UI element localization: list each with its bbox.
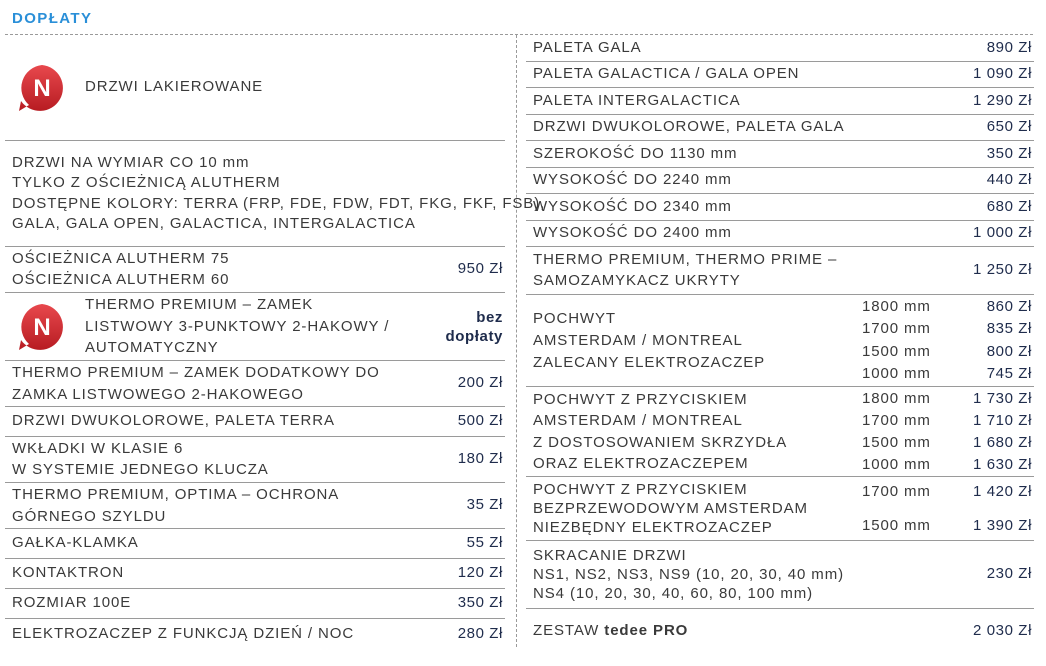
handle-price: 1 730 Zł: [973, 389, 1032, 407]
surcharge-row: [5, 437, 505, 483]
handle-prices: [958, 296, 1034, 386]
surcharge-row: [5, 559, 505, 589]
surcharge-label: [5, 624, 458, 645]
handle-sizes: [862, 475, 958, 543]
svg-text:N: N: [33, 74, 51, 102]
handle-group: [526, 295, 1034, 387]
surcharge-line: GÓRNEGO SZYLDU: [12, 507, 167, 525]
handle-group: [526, 477, 1034, 541]
tedee-brand: tedee PRO: [604, 621, 689, 639]
option-label: PALETA INTERGALACTICA: [533, 91, 741, 109]
handle-line: POCHWYT: [533, 309, 616, 327]
option-label: SZEROKOŚĆ DO 1130 mm: [533, 144, 738, 162]
door-closer-line: THERMO PREMIUM, THERMO PRIME –: [533, 251, 838, 268]
surcharge-line: ROZMIAR 100E: [12, 594, 132, 612]
lock-row: [5, 293, 505, 361]
handle-size: 1500 mm: [862, 516, 931, 534]
surcharge-price: 180 Zł: [457, 450, 503, 468]
lock-price: [445, 308, 505, 346]
handle-price: 1 420 Zł: [973, 482, 1032, 500]
page-title: DOPŁATY: [12, 10, 93, 27]
option-price: 350 Zł: [986, 144, 1032, 162]
surcharge-price: 35 Zł: [466, 496, 503, 514]
surcharge-line: GAŁKA-KLAMKA: [12, 534, 139, 552]
info-line: GALA, GALA OPEN, GALACTICA, INTERGALACTICA: [12, 214, 416, 232]
frame-label: [5, 249, 458, 290]
lock-line: AUTOMATYCZNY: [85, 339, 219, 357]
surcharge-price: 500 Zł: [457, 412, 503, 430]
handle-label: [526, 308, 862, 374]
handle-size: 1700 mm: [862, 411, 931, 429]
surcharge-label: [5, 362, 458, 405]
info-line: DOSTĘPNE KOLORY: TERRA (FRP, FDE, FDW, FDT, FKG, FKF, FSB),: [12, 194, 546, 212]
handle-price: 860 Zł: [986, 297, 1032, 315]
door-closer-label: [526, 250, 973, 291]
handle-line: AMSTERDAM / MONTREAL: [533, 331, 743, 349]
option-price: 440 Zł: [986, 171, 1032, 188]
lock-line: LISTWOWY 3-PUNKTOWY 2-HAKOWY /: [85, 317, 390, 335]
lock-line: THERMO PREMIUM – ZAMEK: [85, 296, 314, 314]
tedee-price: 2 030 Zł: [973, 621, 1032, 639]
handle-prices: [958, 388, 1034, 476]
frame-line: OŚCIEŻNICA ALUTHERM 60: [12, 270, 230, 288]
door-closer-row: [526, 247, 1034, 295]
handle-line: ZALECANY ELEKTROZACZEP: [533, 353, 766, 371]
lacquered-doors-row: [5, 35, 505, 141]
surcharge-row: [5, 589, 505, 619]
frame-row: [5, 247, 505, 293]
shortening-line: NS4 (10, 20, 30, 40, 60, 80, 100 mm): [533, 585, 814, 602]
handle-size: 1800 mm: [862, 297, 931, 315]
surcharge-row: [5, 619, 505, 649]
handle-line: NIEZBĘDNY ELEKTROZACZEP: [533, 519, 773, 536]
option-label: PALETA GALACTICA / GALA OPEN: [533, 65, 800, 82]
surcharge-row: [5, 407, 505, 437]
surcharge-line: WKŁADKI W KLASIE 6: [12, 440, 184, 457]
option-price: 1 090 Zł: [973, 65, 1032, 82]
option-price: 890 Zł: [986, 38, 1032, 56]
surcharge-line: KONTAKTRON: [12, 564, 125, 582]
option-label: WYSOKOŚĆ DO 2340 mm: [533, 197, 732, 215]
surcharge-price: 350 Zł: [457, 594, 503, 612]
surcharge-line: W SYSTEMIE JEDNEGO KLUCZA: [12, 460, 269, 478]
frame-price: 950 Zł: [457, 260, 503, 278]
custom-size-info-row: [5, 141, 546, 247]
surcharge-label: [5, 484, 467, 527]
handle-price: 1 710 Zł: [973, 411, 1032, 429]
surcharge-label: [5, 563, 458, 584]
option-label: PALETA GALA: [533, 38, 642, 56]
surcharge-price: 55 Zł: [466, 534, 503, 552]
handle-size: 1800 mm: [862, 389, 931, 407]
surcharge-line: DRZWI DWUKOLOROWE, PALETA TERRA: [12, 412, 335, 430]
handle-size: 1700 mm: [862, 320, 931, 337]
handle-size: 1500 mm: [862, 433, 931, 451]
handle-price: 1 680 Zł: [973, 433, 1032, 451]
option-row: [526, 115, 1034, 142]
option-row: [526, 35, 1034, 62]
shortening-row: [526, 541, 1034, 609]
option-price: 650 Zł: [986, 118, 1032, 135]
handle-line: ORAZ ELEKTROZACZEPEM: [533, 455, 749, 472]
door-closer-line: SAMOZAMYKACZ UKRYTY: [533, 271, 741, 289]
shortening-price: 230 Zł: [986, 565, 1032, 583]
column-dashed-divider: [516, 35, 517, 647]
surcharge-label: [5, 533, 467, 554]
surcharge-line: THERMO PREMIUM, OPTIMA – OCHRONA: [12, 486, 340, 503]
handle-line: POCHWYT Z PRZYCISKIEM: [533, 390, 748, 408]
handle-line: AMSTERDAM / MONTREAL: [533, 412, 743, 429]
lacquered-doors-label: DRZWI LAKIEROWANE: [85, 78, 264, 96]
n-badge-icon: [17, 63, 67, 113]
surcharge-label: [5, 411, 458, 432]
handle-label: [526, 480, 862, 537]
option-label: WYSOKOŚĆ DO 2240 mm: [533, 171, 732, 188]
custom-size-info: [5, 153, 545, 234]
surcharge-line: ZAMKA LISTWOWEGO 2-HAKOWEGO: [12, 385, 304, 403]
handle-line: BEZPRZEWODOWYM AMSTERDAM: [533, 500, 808, 517]
handle-group: [526, 387, 1034, 477]
surcharge-price: 200 Zł: [457, 374, 503, 392]
right-column: [526, 35, 1034, 653]
info-line: DRZWI NA WYMIAR CO 10 mm: [12, 153, 250, 171]
option-row: [526, 168, 1034, 195]
lock-label: [67, 294, 445, 359]
surcharge-line: ELEKTROZACZEP Z FUNKCJĄ DZIEŃ / NOC: [12, 624, 355, 642]
frame-line: OŚCIEŻNICA ALUTHERM 75: [12, 250, 230, 267]
handle-price: 745 Zł: [986, 365, 1032, 382]
tedee-prefix: ZESTAW: [533, 621, 605, 639]
surcharge-price: 280 Zł: [457, 624, 503, 642]
n-badge-icon: [17, 302, 67, 352]
lock-price-line: dopłaty: [445, 327, 503, 345]
handle-size: 1000 mm: [862, 455, 931, 473]
handle-size: 1000 mm: [862, 365, 931, 382]
surcharge-label: [5, 439, 458, 480]
option-row: [526, 194, 1034, 221]
option-row: [526, 62, 1034, 89]
option-row: [526, 88, 1034, 115]
surcharge-price: 120 Zł: [457, 564, 503, 582]
shortening-label: [526, 546, 987, 603]
option-price: 1 000 Zł: [973, 224, 1032, 241]
handle-label: [526, 389, 862, 475]
handle-line: Z DOSTOSOWANIEM SKRZYDŁA: [533, 433, 788, 451]
door-closer-price: 1 250 Zł: [973, 261, 1032, 279]
handle-size: 1500 mm: [862, 342, 931, 360]
handle-prices: [958, 475, 1034, 543]
option-price: 1 290 Zł: [973, 91, 1032, 109]
info-line: TYLKO Z OŚCIEŻNICĄ ALUTHERM: [12, 174, 281, 192]
shortening-line: SKRACANIE DRZWI: [533, 547, 687, 564]
tedee-row: [526, 609, 1034, 653]
option-row: [526, 141, 1034, 168]
handle-price: 1 630 Zł: [973, 455, 1032, 473]
option-price: 680 Zł: [986, 197, 1032, 215]
surcharge-line: THERMO PREMIUM – ZAMEK DODATKOWY DO: [12, 364, 380, 381]
left-column: [5, 35, 546, 649]
option-label: DRZWI DWUKOLOROWE, PALETA GALA: [533, 118, 845, 135]
svg-text:N: N: [33, 313, 51, 341]
option-label: WYSOKOŚĆ DO 2400 mm: [533, 224, 732, 241]
handle-price: 800 Zł: [986, 342, 1032, 360]
lock-price-line: bez: [476, 308, 503, 326]
shortening-line: NS1, NS2, NS3, NS9 (10, 20, 30, 40 mm): [533, 566, 844, 583]
option-row: [526, 221, 1034, 248]
surcharge-row: [5, 529, 505, 559]
handle-price: 1 390 Zł: [973, 516, 1032, 534]
surcharge-row: [5, 361, 505, 407]
tedee-label: [526, 621, 973, 642]
handle-price: 835 Zł: [986, 320, 1032, 337]
handle-line: POCHWYT Z PRZYCISKIEM: [533, 481, 748, 498]
surcharge-row: [5, 483, 505, 529]
handle-size: 1700 mm: [862, 482, 931, 500]
handle-sizes: [862, 296, 958, 386]
surcharge-label: [5, 593, 458, 614]
handle-sizes: [862, 388, 958, 476]
